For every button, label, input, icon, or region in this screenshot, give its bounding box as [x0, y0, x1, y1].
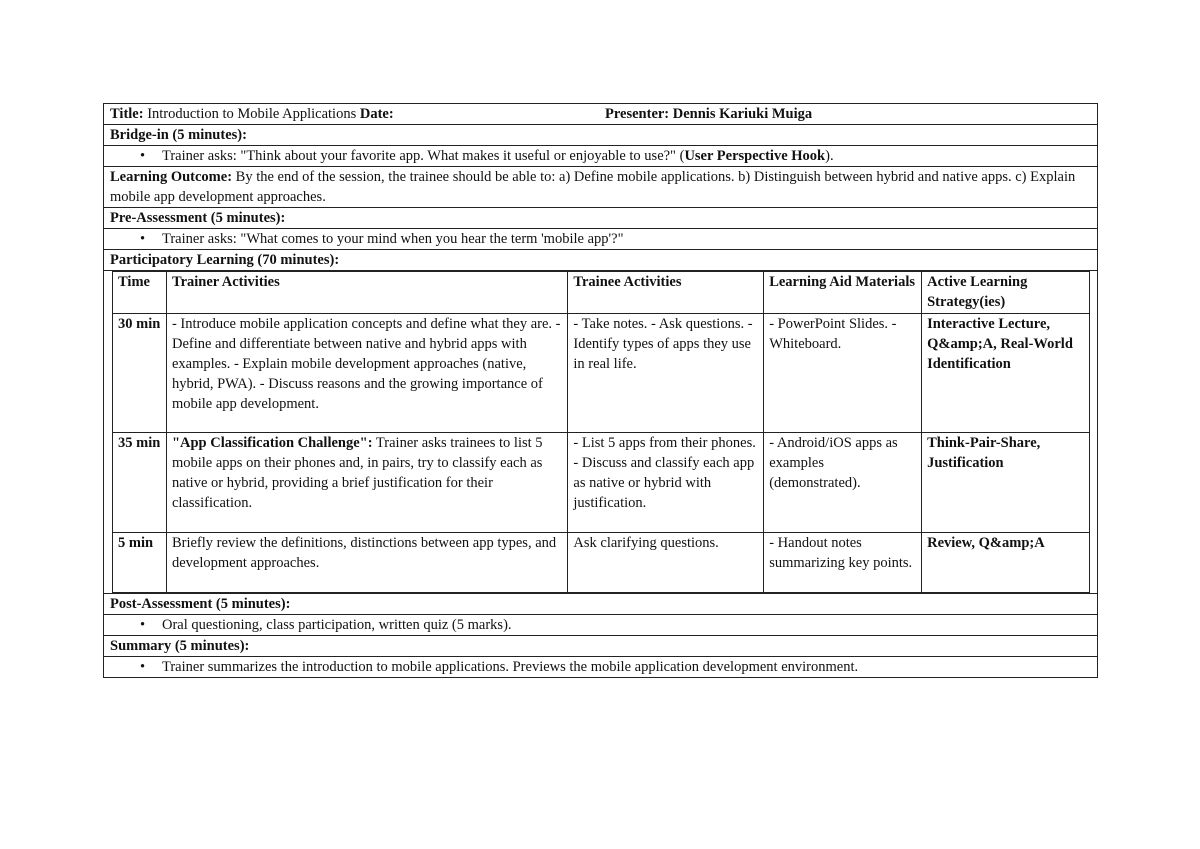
strategy-cell: Review, Q&amp;A [922, 533, 1090, 593]
learning-outcome-text: By the end of the session, the trainee should be able to: a) Define mobile applications. b) Distinguish between hybrid and native apps. c) Explain mobile app development approaches. [110, 169, 1076, 205]
pre-assessment-heading: Pre-Assessment (5 minutes): [104, 208, 1097, 229]
materials-cell: - Android/iOS apps as examples (demonstrated). [764, 433, 922, 533]
trainer-text: Trainer asks trainees to list 5 mobile apps on their phones and, in pairs, try to classify each as native or hybrid, providing a brief justification for their classification. [171, 435, 543, 511]
learning-outcome-label: Learning Outcome: [110, 169, 233, 185]
trainer-cell [166, 433, 567, 533]
time-cell: 5 min [113, 533, 167, 593]
participatory-heading: Participatory Learning (70 minutes): [104, 250, 1097, 271]
bridge-in-bold: User Perspective Hook [684, 148, 826, 164]
title-value: Introduction to Mobile Applications [143, 106, 360, 122]
trainer-text: Briefly review the definitions, distinctions between app types, and development approaches. [171, 535, 557, 571]
trainee-cell: - Take notes. - Ask questions. - Identify types of apps they use in real life. [568, 314, 764, 433]
col-header-strategy: Active Learning Strategy(ies) [922, 272, 1090, 314]
bridge-in-heading: Bridge-in (5 minutes): [104, 125, 1097, 146]
strategy-cell: Interactive Lecture, Q&amp;A, Real-World Identification [922, 314, 1090, 433]
summary-heading: Summary (5 minutes): [104, 636, 1097, 657]
trainer-cell [166, 314, 567, 433]
materials-cell: - PowerPoint Slides. - Whiteboard. [764, 314, 922, 433]
learning-outcome-row [104, 167, 1097, 208]
trainee-cell: - List 5 apps from their phones. - Discuss and classify each app as native or hybrid with justification. [568, 433, 764, 533]
table-row [113, 314, 1090, 433]
col-header-trainee: Trainee Activities [568, 272, 764, 314]
col-header-time: Time [113, 272, 167, 314]
title-row [104, 104, 1097, 125]
bridge-in-tail: ). [825, 148, 834, 164]
table-row [113, 533, 1090, 593]
pre-assessment-bullet: • Trainer asks: "What comes to your mind when you hear the term 'mobile app'?" [104, 229, 1097, 250]
bridge-in-text: Trainer asks: "Think about your favorite app. What makes it useful or enjoyable to use?" ( [162, 148, 685, 164]
trainer-cell [166, 533, 567, 593]
time-cell: 35 min [113, 433, 167, 533]
trainee-cell: Ask clarifying questions. [568, 533, 764, 593]
activities-wrap [104, 271, 1097, 594]
post-assessment-bullet: • Oral questioning, class participation, written quiz (5 marks). [104, 615, 1097, 636]
time-cell: 30 min [113, 314, 167, 433]
strategy-cell: Think-Pair-Share, Justification [922, 433, 1090, 533]
title-label: Title: [110, 106, 144, 122]
col-header-materials: Learning Aid Materials [764, 272, 922, 314]
col-header-trainer: Trainer Activities [166, 272, 567, 314]
materials-cell: - Handout notes summarizing key points. [764, 533, 922, 593]
trainer-bold: "App Classification Challenge": [171, 435, 373, 451]
activities-table [112, 271, 1090, 593]
date-label: Date: [359, 106, 394, 122]
post-assessment-heading: Post-Assessment (5 minutes): [104, 594, 1097, 615]
presenter-label: Presenter: Dennis Kariuki Muiga [605, 106, 813, 122]
lesson-plan-table [103, 103, 1098, 678]
table-header-row [113, 272, 1090, 314]
bridge-in-bullet [104, 146, 1097, 167]
table-row [113, 433, 1090, 533]
summary-bullet: • Trainer summarizes the introduction to mobile applications. Previews the mobile application development environment. [104, 657, 1097, 677]
trainer-text: - Introduce mobile application concepts and define what they are. - Define and differentiate between native and hybrid apps with examples. - Explain mobile development approaches (native, hybrid, PWA). - Discuss reasons and the growing importance of mobile app development. [171, 316, 561, 412]
